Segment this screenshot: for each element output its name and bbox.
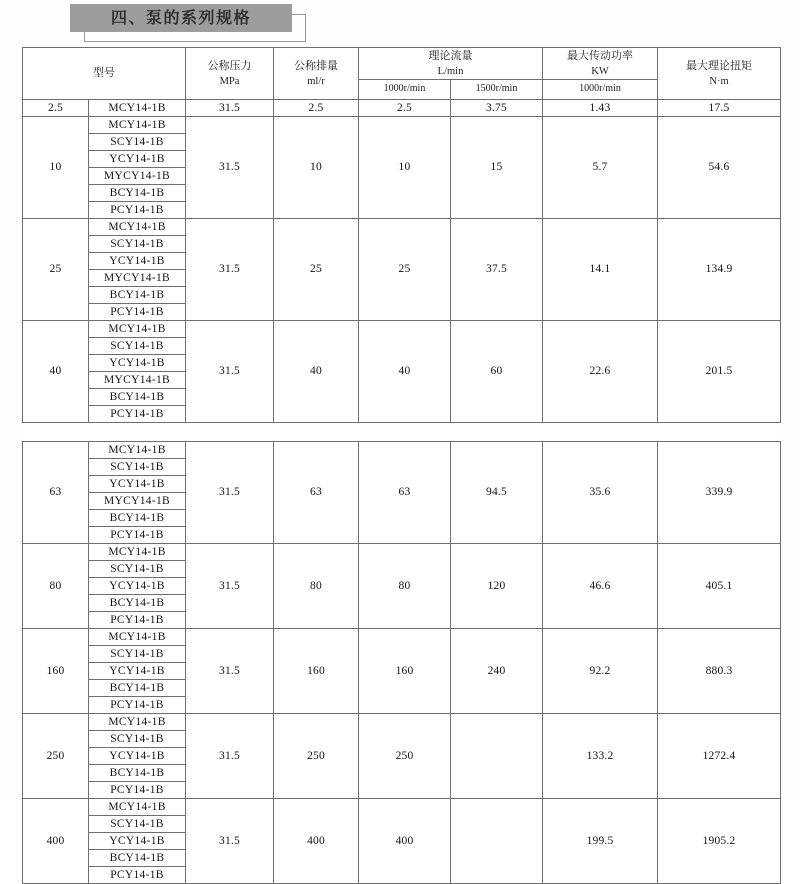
page-break-gap — [23, 422, 781, 441]
cell-model-name: SCY14-1B — [89, 458, 186, 475]
header-displacement — [274, 48, 359, 100]
header-displacement-label: 公称排量 — [294, 58, 338, 72]
cell-flow-1500: 240 — [451, 628, 543, 713]
cell-flow-1000: 2.5 — [359, 99, 451, 116]
cell-model-name: SCY14-1B — [89, 560, 186, 577]
cell-model-name: MYCY14-1B — [89, 492, 186, 509]
page-break-spacer — [23, 422, 781, 441]
cell-spec-number: 10 — [23, 116, 89, 218]
cell-model-name: MCY14-1B — [89, 543, 186, 560]
cell-pressure: 31.5 — [186, 320, 274, 422]
table-body — [23, 99, 781, 883]
cell-flow-1000: 25 — [359, 218, 451, 320]
cell-displacement: 160 — [274, 628, 359, 713]
cell-displacement: 400 — [274, 798, 359, 883]
cell-torque: 1272.4 — [658, 713, 781, 798]
table-row — [23, 713, 781, 730]
cell-power: 22.6 — [543, 320, 658, 422]
header-pressure — [186, 48, 274, 100]
cell-torque: 880.3 — [658, 628, 781, 713]
cell-model-name: MYCY14-1B — [89, 167, 186, 184]
header-torque — [658, 48, 781, 100]
cell-flow-1000: 10 — [359, 116, 451, 218]
cell-model-name: SCY14-1B — [89, 815, 186, 832]
header-flow-1500: 1500r/min — [451, 80, 543, 100]
cell-model-name: SCY14-1B — [89, 337, 186, 354]
cell-model-name: MCY14-1B — [89, 441, 186, 458]
header-model: 型号 — [23, 48, 186, 100]
header-power-label: 最大传动功率 — [567, 49, 633, 62]
cell-model-name: YCY14-1B — [89, 662, 186, 679]
cell-flow-1000: 400 — [359, 798, 451, 883]
header-flow — [359, 48, 543, 80]
cell-power: 46.6 — [543, 543, 658, 628]
cell-power: 199.5 — [543, 798, 658, 883]
cell-torque: 54.6 — [658, 116, 781, 218]
cell-model-name: YCY14-1B — [89, 475, 186, 492]
header-pressure-unit: MPa — [219, 75, 240, 87]
cell-pressure: 31.5 — [186, 628, 274, 713]
cell-model-name: BCY14-1B — [89, 764, 186, 781]
cell-torque: 1905.2 — [658, 798, 781, 883]
cell-flow-1500: 37.5 — [451, 218, 543, 320]
cell-model-name: MCY14-1B — [89, 628, 186, 645]
cell-spec-number: 2.5 — [23, 99, 89, 116]
cell-model-name: BCY14-1B — [89, 388, 186, 405]
cell-model-name: PCY14-1B — [89, 201, 186, 218]
cell-model-name: SCY14-1B — [89, 730, 186, 747]
cell-flow-1000: 40 — [359, 320, 451, 422]
spec-table-container — [22, 47, 780, 884]
section-title-block — [0, 0, 800, 44]
cell-model-name: SCY14-1B — [89, 133, 186, 150]
header-flow-1000: 1000r/min — [359, 80, 451, 100]
cell-model-name: MCY14-1B — [89, 99, 186, 116]
cell-model-name: MCY14-1B — [89, 116, 186, 133]
table-row — [23, 99, 781, 116]
cell-model-name: BCY14-1B — [89, 184, 186, 201]
cell-flow-1500: 15 — [451, 116, 543, 218]
cell-model-name: BCY14-1B — [89, 509, 186, 526]
cell-model-name: YCY14-1B — [89, 577, 186, 594]
cell-flow-1500 — [451, 713, 543, 798]
table-row — [23, 116, 781, 133]
table-row — [23, 543, 781, 560]
cell-model-name: MCY14-1B — [89, 218, 186, 235]
cell-model-name: SCY14-1B — [89, 645, 186, 662]
table-row — [23, 441, 781, 458]
cell-spec-number: 40 — [23, 320, 89, 422]
cell-flow-1000: 250 — [359, 713, 451, 798]
cell-model-name: MCY14-1B — [89, 320, 186, 337]
cell-model-name: MYCY14-1B — [89, 269, 186, 286]
cell-model-name: PCY14-1B — [89, 303, 186, 320]
cell-spec-number: 160 — [23, 628, 89, 713]
cell-model-name: PCY14-1B — [89, 611, 186, 628]
cell-displacement: 25 — [274, 218, 359, 320]
cell-pressure: 31.5 — [186, 116, 274, 218]
table-row — [23, 218, 781, 235]
cell-flow-1500 — [451, 798, 543, 883]
cell-power: 14.1 — [543, 218, 658, 320]
cell-model-name: MCY14-1B — [89, 798, 186, 815]
cell-pressure: 31.5 — [186, 441, 274, 543]
cell-model-name: BCY14-1B — [89, 286, 186, 303]
cell-model-name: BCY14-1B — [89, 849, 186, 866]
cell-spec-number: 400 — [23, 798, 89, 883]
cell-torque: 134.9 — [658, 218, 781, 320]
page-title: 四、泵的系列规格 — [110, 8, 251, 27]
cell-torque: 201.5 — [658, 320, 781, 422]
table-row — [23, 798, 781, 815]
cell-displacement: 250 — [274, 713, 359, 798]
cell-model-name: PCY14-1B — [89, 866, 186, 883]
cell-pressure: 31.5 — [186, 543, 274, 628]
cell-model-name: YCY14-1B — [89, 747, 186, 764]
cell-flow-1000: 63 — [359, 441, 451, 543]
cell-model-name: PCY14-1B — [89, 781, 186, 798]
cell-displacement: 63 — [274, 441, 359, 543]
cell-power: 1.43 — [543, 99, 658, 116]
header-power-1000: 1000r/min — [543, 80, 658, 100]
cell-displacement: 80 — [274, 543, 359, 628]
cell-model-name: MCY14-1B — [89, 713, 186, 730]
header-power-unit: KW — [591, 65, 609, 77]
cell-displacement: 40 — [274, 320, 359, 422]
cell-spec-number: 25 — [23, 218, 89, 320]
cell-pressure: 31.5 — [186, 218, 274, 320]
cell-model-name: PCY14-1B — [89, 526, 186, 543]
cell-model-name: MYCY14-1B — [89, 371, 186, 388]
cell-flow-1500: 120 — [451, 543, 543, 628]
cell-displacement: 2.5 — [274, 99, 359, 116]
cell-model-name: BCY14-1B — [89, 679, 186, 696]
cell-torque: 339.9 — [658, 441, 781, 543]
pump-specification-table — [22, 47, 781, 884]
header-power — [543, 48, 658, 80]
section-title-banner — [70, 4, 292, 32]
cell-torque: 405.1 — [658, 543, 781, 628]
cell-flow-1500: 60 — [451, 320, 543, 422]
cell-displacement: 10 — [274, 116, 359, 218]
cell-power: 133.2 — [543, 713, 658, 798]
header-torque-unit: N·m — [709, 75, 729, 87]
cell-model-name: YCY14-1B — [89, 150, 186, 167]
cell-flow-1000: 80 — [359, 543, 451, 628]
cell-power: 92.2 — [543, 628, 658, 713]
header-pressure-label: 公称压力 — [207, 58, 252, 72]
cell-pressure: 31.5 — [186, 99, 274, 116]
header-flow-unit: L/min — [437, 65, 464, 77]
cell-flow-1500: 3.75 — [451, 99, 543, 116]
table-header — [23, 48, 781, 100]
cell-pressure: 31.5 — [186, 713, 274, 798]
cell-torque: 17.5 — [658, 99, 781, 116]
header-flow-label: 理论流量 — [428, 49, 473, 62]
cell-spec-number: 80 — [23, 543, 89, 628]
table-row — [23, 320, 781, 337]
cell-model-name: BCY14-1B — [89, 594, 186, 611]
cell-spec-number: 250 — [23, 713, 89, 798]
cell-model-name: YCY14-1B — [89, 354, 186, 371]
cell-power: 5.7 — [543, 116, 658, 218]
cell-model-name: YCY14-1B — [89, 252, 186, 269]
cell-flow-1000: 160 — [359, 628, 451, 713]
cell-model-name: SCY14-1B — [89, 235, 186, 252]
header-displacement-unit: ml/r — [307, 75, 325, 87]
table-row — [23, 628, 781, 645]
cell-power: 35.6 — [543, 441, 658, 543]
cell-pressure: 31.5 — [186, 798, 274, 883]
cell-model-name: PCY14-1B — [89, 696, 186, 713]
header-torque-label: 最大理论扭矩 — [686, 58, 752, 72]
cell-model-name: YCY14-1B — [89, 832, 186, 849]
cell-flow-1500: 94.5 — [451, 441, 543, 543]
cell-spec-number: 63 — [23, 441, 89, 543]
cell-model-name: PCY14-1B — [89, 405, 186, 422]
header-row-primary — [23, 48, 781, 80]
